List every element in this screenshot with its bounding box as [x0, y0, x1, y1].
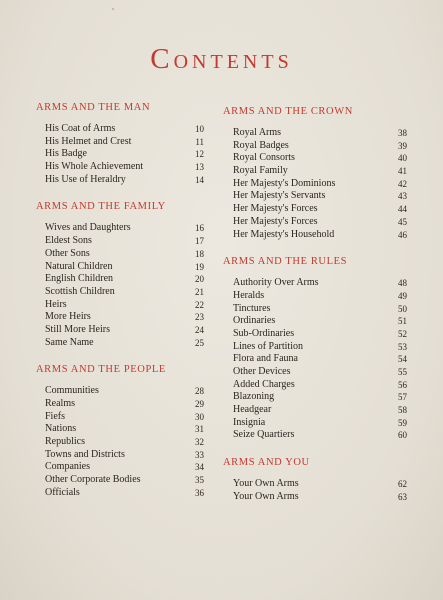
contents-entry — [36, 487, 206, 500]
entry-label: Added Charges — [233, 378, 295, 390]
entry-label: Companies — [45, 461, 90, 473]
entry-label: Officials — [45, 486, 80, 498]
entry-label: Sub-Ordinaries — [233, 327, 295, 339]
contents-entry — [36, 474, 206, 487]
entry-label: Insignia — [233, 416, 266, 428]
left-column — [36, 102, 206, 515]
left-section — [36, 364, 206, 499]
left-section — [36, 201, 206, 349]
entry-label: Tinctures — [233, 302, 271, 314]
section-heading: ARMS AND THE MAN — [36, 102, 151, 113]
entry-list — [223, 127, 407, 241]
contents-entry — [223, 366, 407, 379]
contents-entry — [223, 165, 407, 178]
entry-label: More Heirs — [45, 311, 91, 323]
contents-entry — [223, 215, 407, 229]
left-section — [36, 102, 206, 186]
contents-entry — [36, 222, 206, 235]
entry-label: Republics — [45, 436, 85, 448]
contents-entry — [36, 311, 206, 324]
entry-page-number: 54 — [398, 354, 407, 365]
entry-label: Towns and Districts — [45, 448, 125, 460]
entry-page-number: 25 — [195, 337, 204, 348]
entry-label: Headgear — [233, 404, 272, 416]
contents-entry — [36, 337, 206, 350]
contents-entry — [223, 378, 407, 392]
entry-page-number: 29 — [195, 399, 204, 409]
contents-entry — [36, 161, 206, 174]
contents-entry — [223, 490, 407, 504]
paper-speck — [112, 8, 114, 10]
contents-entry — [36, 411, 206, 424]
contents-entry — [223, 391, 407, 404]
entry-label: Royal Badges — [233, 139, 289, 151]
entry-label: Realms — [45, 398, 75, 409]
contents-entry — [36, 449, 206, 462]
section-heading: ARMS AND THE PEOPLE — [36, 364, 166, 376]
entry-list — [36, 123, 206, 186]
contents-entry — [223, 340, 407, 354]
entry-label: Royal Family — [233, 165, 288, 177]
entry-page-number: 18 — [195, 248, 204, 259]
entry-label: Nations — [45, 423, 77, 435]
contents-entry — [223, 139, 407, 153]
entry-label: Communities — [45, 385, 99, 397]
entry-page-number: 40 — [398, 153, 407, 164]
entry-label: Fiefs — [45, 410, 65, 422]
entry-page-number: 30 — [195, 411, 204, 422]
contents-entry — [223, 152, 407, 165]
entry-page-number: 17 — [195, 236, 204, 247]
entry-list — [223, 478, 407, 503]
right-section — [223, 457, 407, 503]
entry-page-number: 16 — [195, 223, 204, 234]
entry-label: English Children — [45, 273, 114, 285]
entry-label: Other Sons — [45, 247, 90, 259]
section-heading: ARMS AND THE CROWN — [223, 106, 353, 117]
entry-page-number: 58 — [398, 405, 407, 416]
contents-entry — [36, 436, 206, 449]
entry-page-number: 36 — [195, 487, 204, 498]
entry-page-number: 32 — [195, 437, 204, 448]
entry-label: Wives and Daughters — [45, 222, 131, 234]
entry-page-number: 33 — [195, 449, 204, 460]
entry-label: Her Majesty's Household — [233, 228, 335, 240]
entry-label: Lines of Partition — [233, 340, 303, 352]
entry-page-number: 44 — [398, 204, 407, 215]
entry-page-number: 56 — [398, 379, 407, 390]
contents-entry — [36, 273, 206, 286]
entry-page-number: 31 — [195, 424, 204, 435]
entry-page-number: 41 — [398, 166, 407, 177]
contents-entry — [36, 248, 206, 261]
right-column — [223, 106, 407, 519]
entry-page-number: 28 — [195, 386, 204, 397]
entry-label: Her Majesty's Servants — [233, 190, 326, 202]
entry-label: Heralds — [233, 289, 265, 301]
entry-page-number: 42 — [398, 178, 407, 189]
entry-label: Same Name — [45, 336, 94, 348]
entry-label: Eldest Sons — [45, 235, 92, 247]
entry-page-number: 13 — [195, 162, 204, 173]
contents-entry — [223, 416, 407, 430]
entry-label: Royal Arms — [233, 127, 282, 138]
right-section — [223, 256, 407, 442]
entry-page-number: 38 — [398, 128, 407, 138]
contents-entry — [223, 190, 407, 203]
contents-entry — [36, 461, 206, 474]
contents-entry — [223, 404, 407, 417]
entry-label: Heirs — [45, 298, 67, 310]
entry-page-number: 48 — [398, 278, 407, 289]
entry-page-number: 35 — [195, 475, 204, 486]
entry-label: Seize Quartiers — [233, 429, 295, 441]
contents-entry — [223, 127, 407, 140]
entry-page-number: 39 — [398, 140, 407, 151]
entry-page-number: 21 — [195, 286, 204, 297]
entry-label: His Whole Achievement — [45, 161, 144, 173]
entry-page-number: 43 — [398, 191, 407, 202]
entry-page-number: 55 — [398, 367, 407, 377]
contents-entry — [223, 327, 407, 341]
section-heading: ARMS AND THE FAMILY — [36, 201, 166, 213]
contents-entry — [223, 228, 407, 242]
contents-entry — [36, 324, 206, 337]
entry-page-number: 57 — [398, 392, 407, 403]
entry-page-number: 11 — [195, 136, 204, 147]
contents-entry — [36, 123, 206, 136]
entry-page-number: 63 — [398, 491, 407, 502]
entry-page-number: 49 — [398, 290, 407, 301]
entry-label: Her Majesty's Forces — [233, 203, 318, 215]
contents-entry — [223, 289, 407, 303]
entry-label: Other Corporate Bodies — [45, 474, 141, 486]
entry-label: Still More Heirs — [45, 323, 110, 335]
contents-entry — [223, 315, 407, 328]
entry-page-number: 62 — [398, 479, 407, 490]
entry-page-number: 45 — [398, 216, 407, 227]
entry-label: Her Majesty's Forces — [233, 215, 318, 227]
contents-entry — [223, 353, 407, 366]
entry-page-number: 46 — [398, 229, 407, 240]
entry-label: Ordinaries — [233, 315, 276, 327]
entry-list — [36, 222, 206, 349]
contents-entry — [223, 429, 407, 442]
contents-entry — [36, 148, 206, 161]
entry-page-number: 10 — [195, 124, 204, 134]
entry-page-number: 60 — [398, 430, 407, 441]
entry-page-number: 24 — [195, 324, 204, 335]
entry-label: Royal Consorts — [233, 152, 295, 164]
entry-label: Her Majesty's Dominions — [233, 177, 336, 189]
entry-page-number: 19 — [195, 261, 204, 272]
entry-page-number: 51 — [398, 316, 407, 327]
page-title: Contents — [150, 43, 293, 75]
right-section — [223, 106, 407, 241]
entry-label: Authority Over Arms — [233, 277, 319, 289]
contents-entry — [36, 261, 206, 274]
entry-label: Flora and Fauna — [233, 353, 298, 365]
contents-entry — [223, 478, 407, 491]
entry-label: Scottish Children — [45, 285, 115, 297]
entry-page-number: 59 — [398, 417, 407, 428]
entry-page-number: 34 — [195, 462, 204, 473]
contents-entry — [223, 177, 407, 191]
entry-label: Your Own Arms — [233, 478, 299, 490]
contents-entry — [36, 174, 206, 187]
entry-label: Blazoning — [233, 391, 275, 403]
entry-page-number: 52 — [398, 328, 407, 339]
entry-page-number: 20 — [195, 274, 204, 285]
contents-entry — [36, 398, 206, 411]
entry-label: His Helmet and Crest — [45, 135, 132, 147]
entry-list — [223, 277, 407, 442]
entry-page-number: 23 — [195, 312, 204, 323]
entry-page-number: 53 — [398, 341, 407, 352]
contents-entry — [36, 385, 206, 398]
contents-entry — [36, 299, 206, 312]
entry-page-number: 22 — [195, 299, 204, 310]
entry-label: His Coat of Arms — [45, 123, 116, 134]
entry-label: Your Own Arms — [233, 490, 299, 502]
contents-entry — [223, 302, 407, 316]
contents-entry — [36, 235, 206, 248]
entry-list — [36, 385, 206, 499]
contents-entry — [36, 136, 206, 149]
contents-entry — [36, 286, 206, 299]
entry-label: His Use of Heraldry — [45, 173, 126, 185]
section-heading: ARMS AND THE RULES — [223, 256, 348, 268]
entry-page-number: 12 — [195, 149, 204, 160]
section-heading: ARMS AND YOU — [223, 457, 310, 469]
contents-entry — [223, 203, 407, 216]
contents-entry — [36, 423, 206, 436]
entry-label: His Badge — [45, 148, 87, 160]
entry-page-number: 14 — [195, 174, 204, 185]
entry-label: Natural Children — [45, 260, 113, 272]
entry-label: Other Devices — [233, 366, 291, 377]
contents-entry — [223, 277, 407, 290]
entry-page-number: 50 — [398, 303, 407, 314]
